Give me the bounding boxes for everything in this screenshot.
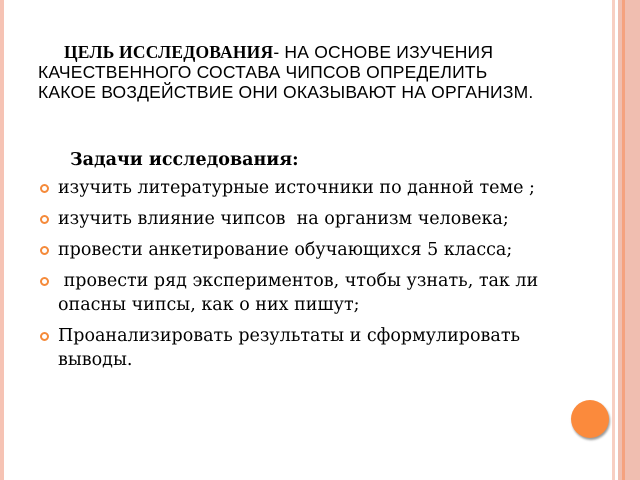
tasks-list [38,176,558,379]
right-border-line [612,0,615,480]
title-line1: - НА ОСНОВЕ ИЗУЧЕНИЯ [273,42,494,62]
bullet-icon [40,332,49,341]
list-item [38,176,558,200]
list-item [38,269,558,317]
left-border [0,0,4,480]
bullet-icon [40,277,49,286]
bullet-icon [40,246,49,255]
bullet-icon [40,184,49,193]
tasks-heading: Задачи исследования: [70,150,299,170]
right-border-accent [622,0,625,480]
item-text: изучить литературные источники по данной теме ; [58,178,535,198]
title-line2: КАЧЕСТВЕННОГО СОСТАВА ЧИПСОВ ОПРЕДЕЛИТЬ [38,62,488,82]
list-item [38,324,558,372]
item-text: провести анкетирование обучающихся 5 класса; [58,240,513,260]
title-line3: КАКОЕ ВОЗДЕЙСТВИЕ ОНИ ОКАЗЫВАЮТ НА ОРГАНИЗМ. [38,82,534,102]
item-text: провести ряд экспериментов, чтобы узнать, так ли опасны чипсы, как о них пишут; [58,271,544,315]
orange-circle-decoration [571,400,609,438]
item-text: Проанализировать результаты и сформулировать выводы. [58,326,521,370]
title-bold: ЦЕЛЬ ИССЛЕДОВАНИЯ [64,42,274,62]
slide-title [38,42,608,102]
bullet-icon [40,215,49,224]
list-item [38,207,558,231]
item-text: изучить влияние чипсов на организм человека; [58,209,509,229]
list-item [38,238,558,262]
